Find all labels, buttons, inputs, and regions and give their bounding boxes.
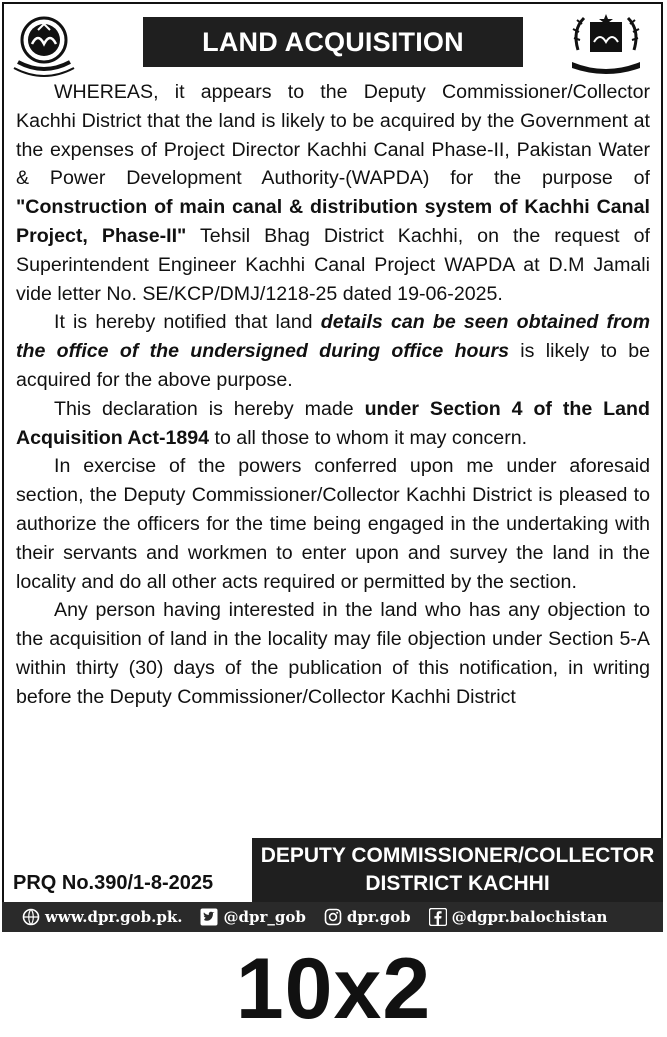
paragraph-3 bbox=[16, 395, 650, 453]
footer-contact-bar bbox=[2, 902, 663, 932]
balochistan-emblem-icon bbox=[8, 10, 80, 82]
paragraph-3-text: This declaration is hereby made bbox=[54, 397, 365, 420]
paragraph-4: In exercise of the powers conferred upon me under aforesaid section, the Deputy Commissioner/Collector Kachhi District is pleased to authorize the officers for the time being engaged in the undertaking with their servants and workmen to enter upon and survey the land in the locality and do all other acts required or permitted by the section. bbox=[16, 455, 650, 593]
twitter-icon bbox=[200, 908, 218, 926]
website-link[interactable]: www.dpr.gob.pk. bbox=[45, 908, 183, 926]
details-emphasis: details can be seen obtained from the office of the undersigned during office hours bbox=[16, 311, 650, 363]
ad-size-label: 10x2 bbox=[235, 941, 432, 1037]
footer-facebook[interactable] bbox=[429, 908, 608, 926]
paragraph-2-text: It is hereby notified that land bbox=[54, 311, 321, 334]
government-emblem-icon bbox=[566, 10, 646, 76]
signature-district: DISTRICT KACHHI bbox=[365, 872, 550, 895]
paragraph-1-text: WHEREAS, it appears to the Deputy Commissioner/Collector Kachhi District that the land is likely to be acquired by the Government at the expenses of Project Director Kachhi Canal Phase-II, Pakistan Water & Power Development Authority-(WAPDA) for the purpose of bbox=[16, 81, 650, 190]
footer-website[interactable] bbox=[22, 908, 182, 926]
signature-title: DEPUTY COMMISSIONER/COLLECTOR bbox=[260, 844, 655, 867]
paragraph-1 bbox=[16, 78, 650, 308]
globe-icon bbox=[22, 908, 40, 926]
facebook-icon bbox=[429, 908, 447, 926]
paragraph-5: Any person having interested in the land who has any objection to the acquisition of land in the locality may file objection under Section 5-A within thirty (30) days of the publication of this notification, in writing before the Deputy Commissioner/Collector Kachhi District bbox=[16, 599, 650, 708]
notice-body bbox=[16, 78, 650, 712]
footer-twitter[interactable] bbox=[200, 908, 305, 926]
prq-number: PRQ No.390/1-8-2025 bbox=[13, 872, 214, 894]
act-reference: under Section 4 of the Land Acquisition Act-1894 bbox=[16, 397, 650, 449]
project-title: "Construction of main canal & distribution system of Kachhi Canal Project, Phase-II" bbox=[16, 196, 650, 247]
paragraph-2 bbox=[16, 308, 650, 394]
footer-instagram[interactable] bbox=[324, 908, 411, 926]
signature-block bbox=[252, 838, 663, 902]
paragraph-1-text-end: Tehsil Bhag District Kachhi, on the request of Superintendent Engineer Kachhi Canal Project WAPDA at D.M Jamali vide letter No. SE/KCP/DMJ/1218-25 dated 19-06-2025. bbox=[16, 224, 650, 305]
paragraph-2-text-end: is likely to be acquired for the above purpose. bbox=[16, 340, 650, 391]
instagram-handle[interactable]: dpr.gob bbox=[346, 908, 411, 926]
page-title: LAND ACQUISITION bbox=[143, 17, 523, 67]
facebook-handle[interactable]: @dgpr.balochistan bbox=[451, 908, 608, 926]
instagram-icon bbox=[324, 908, 342, 926]
paragraph-3-text-end: to all those to whom it may concern. bbox=[209, 426, 528, 449]
twitter-handle[interactable]: @dpr_gob bbox=[223, 908, 306, 926]
